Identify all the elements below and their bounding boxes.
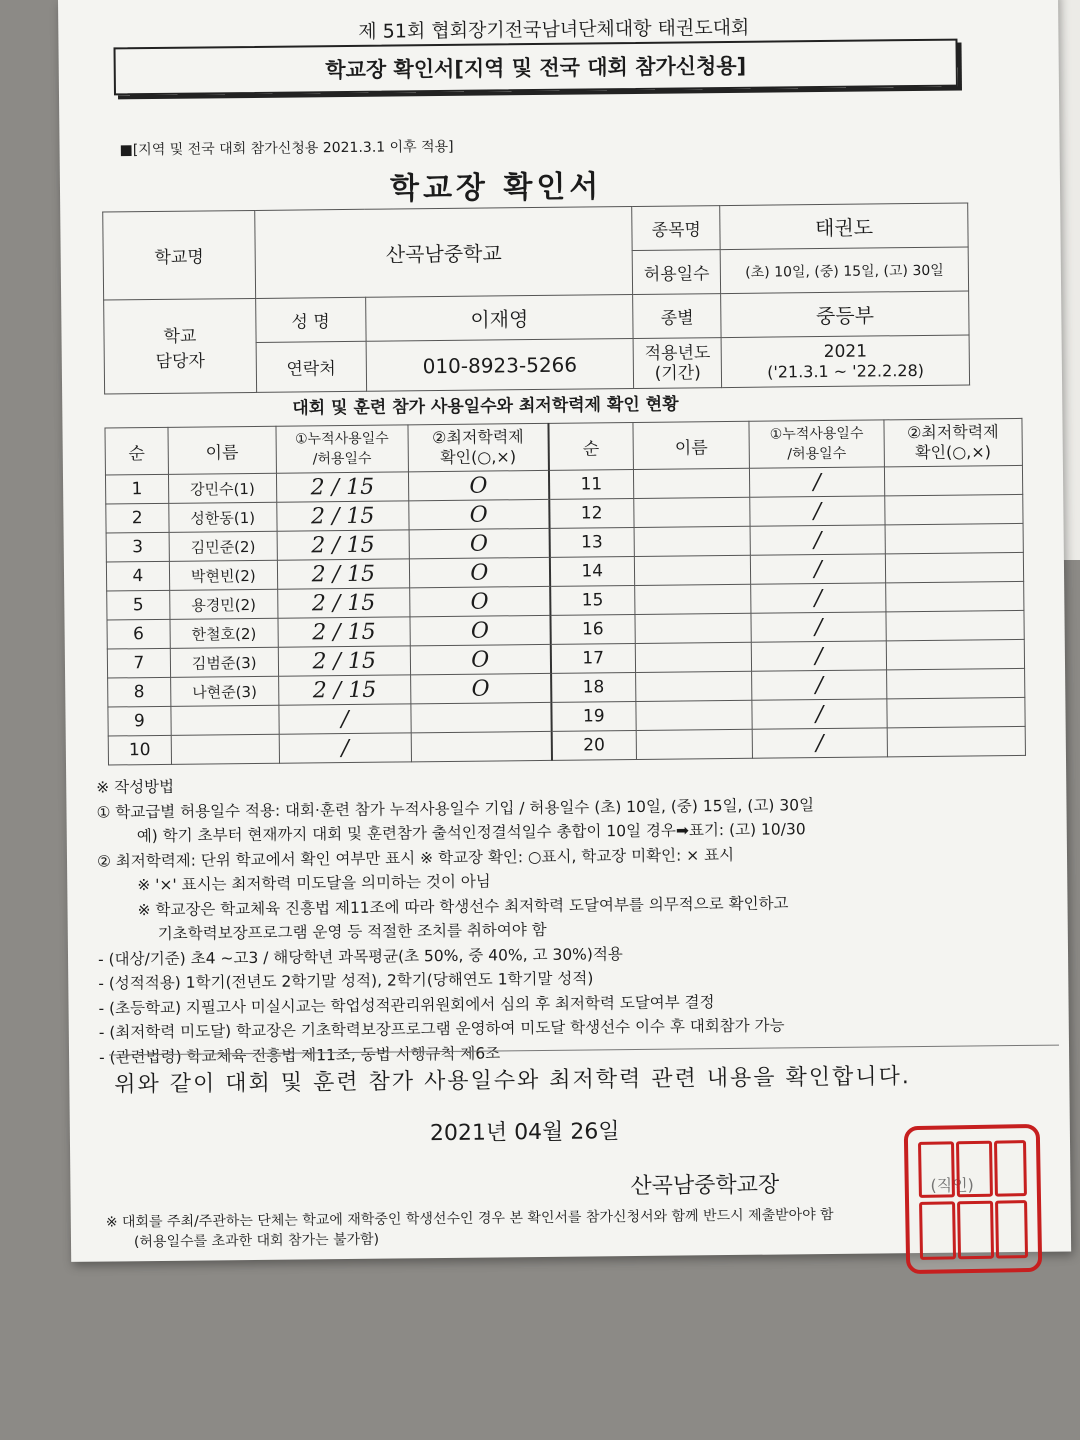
academic-check [886, 697, 1025, 727]
athlete-name: 한철호(2) [170, 618, 278, 648]
days-used: / [751, 525, 885, 555]
days-used: 2 / 15 [278, 646, 410, 676]
row-no: 16 [550, 614, 635, 644]
section-title: 대회 및 훈련 참가 사용일수와 최저학력제 확인 현황 [292, 394, 679, 419]
row-no: 9 [108, 706, 171, 736]
athlete-name: 김민준(2) [169, 531, 277, 561]
seal-label: (직인) [930, 1175, 974, 1195]
days-used: / [753, 728, 887, 758]
year-cell [721, 335, 969, 388]
instruction-line: - (최저학력 미도달) 학교장은 기초학력보장프로그램 운영하여 미도달 학생선수 이수 후 대회참가 가능 [98, 1016, 785, 1042]
academic-check: O [409, 557, 550, 587]
row-no: 15 [550, 585, 635, 615]
row-no: 13 [549, 528, 634, 558]
header-name-right: 이름 [633, 421, 750, 469]
athlete-name [636, 729, 753, 759]
academic-check: O [408, 470, 549, 500]
days-used: / [752, 699, 886, 729]
days-used: 2 / 15 [278, 588, 410, 618]
document-page [58, 0, 1071, 1262]
contact-label: 연락처 [256, 341, 366, 392]
days-used: / [752, 670, 886, 700]
row-no: 17 [551, 643, 636, 673]
academic-check [887, 726, 1026, 756]
athlete-name: 박현빈(2) [169, 560, 277, 590]
school-name-label: 학교명 [103, 210, 256, 300]
days-used: / [751, 612, 885, 642]
row-no: 5 [107, 590, 170, 620]
athlete-name: 김범준(3) [170, 647, 278, 677]
row-no: 2 [106, 503, 169, 533]
header-name-left: 이름 [168, 426, 277, 474]
instruction-line: - (초등학교) 지필고사 미실시교는 학업성적관리위원회에서 심의 후 최저학력 도달여부 결정 [98, 992, 715, 1018]
division-label: 종별 [633, 294, 721, 339]
row-no: 10 [108, 735, 171, 765]
days-used: 2 / 15 [276, 472, 408, 502]
instruction-line: ※ '×' 표시는 최저학력 미도달을 의미하는 것이 아님 [137, 872, 491, 895]
header-no-left: 순 [105, 427, 168, 475]
athlete-name [633, 497, 750, 527]
athlete-name [635, 671, 752, 701]
allowed-days-label: 허용일수 [632, 250, 720, 295]
row-no: 11 [549, 470, 634, 500]
event-title: 제 51회 협회장기전국남녀단체대항 태권도대회 [358, 16, 750, 43]
instruction-line: - (성적적용) 1학기(전년도 2학기말 성적), 2학기(당해연도 1학기말 성적) [98, 969, 594, 993]
athlete-name: 강민수(1) [168, 473, 276, 503]
academic-check: O [410, 615, 551, 645]
row-no: 14 [550, 556, 635, 586]
athlete-name [636, 700, 753, 730]
row-no: 4 [106, 561, 169, 591]
footer-line-2: (허용일수를 초과한 대회 참가는 불가함) [133, 1231, 380, 1251]
days-used: / [751, 554, 885, 584]
header-academic-left: ②최저학력제 확인(○,×) [408, 423, 549, 471]
application-note: ■[지역 및 전국 대회 참가신청용 2021.3.1 이후 적용] [119, 138, 454, 159]
athlete-name [634, 584, 751, 614]
box-title-text: 학교장 확인서[지역 및 전국 대회 참가신청용] [325, 53, 747, 83]
official-seal-stamp [904, 1124, 1043, 1274]
row-no: 20 [552, 730, 637, 760]
athlete-name [171, 734, 279, 764]
header-days-left: ①누적사용일수 /허용일수 [276, 425, 408, 473]
academic-check [885, 523, 1024, 553]
row-no: 8 [108, 677, 171, 707]
days-used: / [751, 583, 885, 613]
staff-name-value: 이재영 [365, 294, 633, 341]
instruction-line: ※ 작성방법 [96, 777, 175, 797]
academic-check: O [410, 644, 551, 674]
days-used: / [750, 467, 884, 497]
staff-name-label: 성 명 [255, 297, 365, 342]
academic-check [885, 610, 1024, 640]
row-no: 3 [106, 532, 169, 562]
academic-check: O [409, 586, 550, 616]
event-value: 태권도 [720, 203, 968, 250]
instruction-line: - (관련법령) 학교체육 진흥법 제11조, 동법 시행규칙 제6조 [98, 1043, 501, 1067]
school-name-value: 산곡남중학교 [255, 207, 633, 299]
academic-check [884, 494, 1023, 524]
days-used: 2 / 15 [277, 530, 409, 560]
athlete-name [635, 642, 752, 672]
row-no: 7 [107, 648, 170, 678]
athlete-table [104, 418, 1025, 766]
days-used: 2 / 15 [277, 501, 409, 531]
academic-check [885, 581, 1024, 611]
academic-check: O [409, 499, 550, 529]
days-used: 2 / 15 [278, 675, 410, 705]
year-label: 적용년도 (기간) [633, 338, 721, 389]
athlete-name [634, 526, 751, 556]
instruction-line: 예) 학기 초부터 현재까지 대회 및 훈련참가 출석인정결석일수 총합이 10일 경우➡표기: (고) 10/30 [136, 820, 806, 846]
instruction-line: ① 학교급별 허용일수 적용: 대회·훈련 참가 누적사용일수 기입 / 허용일수 (초) 10일, (중) 15일, (고) 30일 [96, 795, 815, 822]
athlete-name [635, 613, 752, 643]
athlete-name [633, 468, 750, 498]
days-used: 2 / 15 [278, 617, 410, 647]
document-title: 학교장 확인서 [389, 169, 603, 207]
academic-check: O [410, 673, 551, 703]
academic-check: O [409, 528, 550, 558]
contact-value: 010-8923-5266 [366, 338, 634, 391]
principal-title: 산곡남중학교장 [630, 1172, 780, 1200]
instruction-line: ② 최저학력제: 단위 학교에서 확인 여부만 표시 ※ 학교장 확인: ○표시, 학교장 미확인: × 표시 [96, 845, 735, 871]
athlete-name [171, 705, 279, 735]
instruction-line: - (대상/기준) 초4 ~고3 / 해당학년 과목평균(초 50%, 중 40%, 고 30%)적용 [97, 944, 623, 969]
box-title [113, 39, 957, 96]
allowed-days-value: (초) 10일, (중) 15일, (고) 30일 [720, 247, 968, 294]
days-used: / [279, 704, 411, 734]
footer-line-1: ※ 대회를 주최/주관하는 단체는 학교에 재학중인 학생선수인 경우 본 확인서를 참가신청서와 함께 반드시 제출받아야 함 [105, 1206, 834, 1231]
row-no: 12 [549, 499, 634, 529]
instructions [96, 766, 1059, 1070]
days-used: 2 / 15 [277, 559, 409, 589]
days-used: / [752, 641, 886, 671]
division-value: 중등부 [721, 291, 969, 338]
academic-check [411, 731, 552, 761]
days-used: / [279, 733, 411, 763]
athlete-name: 성한동(1) [168, 502, 276, 532]
header-no-right: 순 [548, 423, 633, 471]
days-used: / [750, 496, 884, 526]
row-no: 1 [105, 474, 168, 504]
year-period: ('21.3.1 ~ '22.2.28) [767, 360, 925, 382]
academic-check [885, 552, 1024, 582]
academic-check [884, 465, 1023, 495]
event-label: 종목명 [632, 206, 720, 251]
athlete-name [634, 555, 751, 585]
athlete-name: 나현준(3) [170, 676, 278, 706]
instruction-line: 기초학력보장프로그램 운영 등 적절한 조치를 취하여야 함 [157, 920, 547, 944]
row-no: 19 [551, 701, 636, 731]
row-no: 6 [107, 619, 170, 649]
school-info-table [102, 202, 970, 394]
confirmation-statement: 위와 같이 대회 및 훈련 참가 사용일수와 최저학력 관련 내용을 확인합니다. [114, 1064, 911, 1098]
academic-check [411, 702, 552, 732]
staff-label: 학교 담당자 [104, 298, 257, 394]
header-academic-right: ②최저학력제 확인(○,×) [883, 418, 1022, 466]
academic-check [886, 668, 1025, 698]
year-value: 2021 [823, 341, 868, 363]
row-no: 18 [551, 672, 636, 702]
issue-date: 2021년 04월 26일 [429, 1119, 620, 1147]
instruction-line: ※ 학교장은 학교체육 진흥법 제11조에 따라 학생선수 최저학력 도달여부를 의무적으로 확인하고 [137, 893, 789, 919]
athlete-name: 용경민(2) [169, 589, 277, 619]
academic-check [886, 639, 1025, 669]
header-days-right: ①누적사용일수 /허용일수 [749, 420, 884, 468]
